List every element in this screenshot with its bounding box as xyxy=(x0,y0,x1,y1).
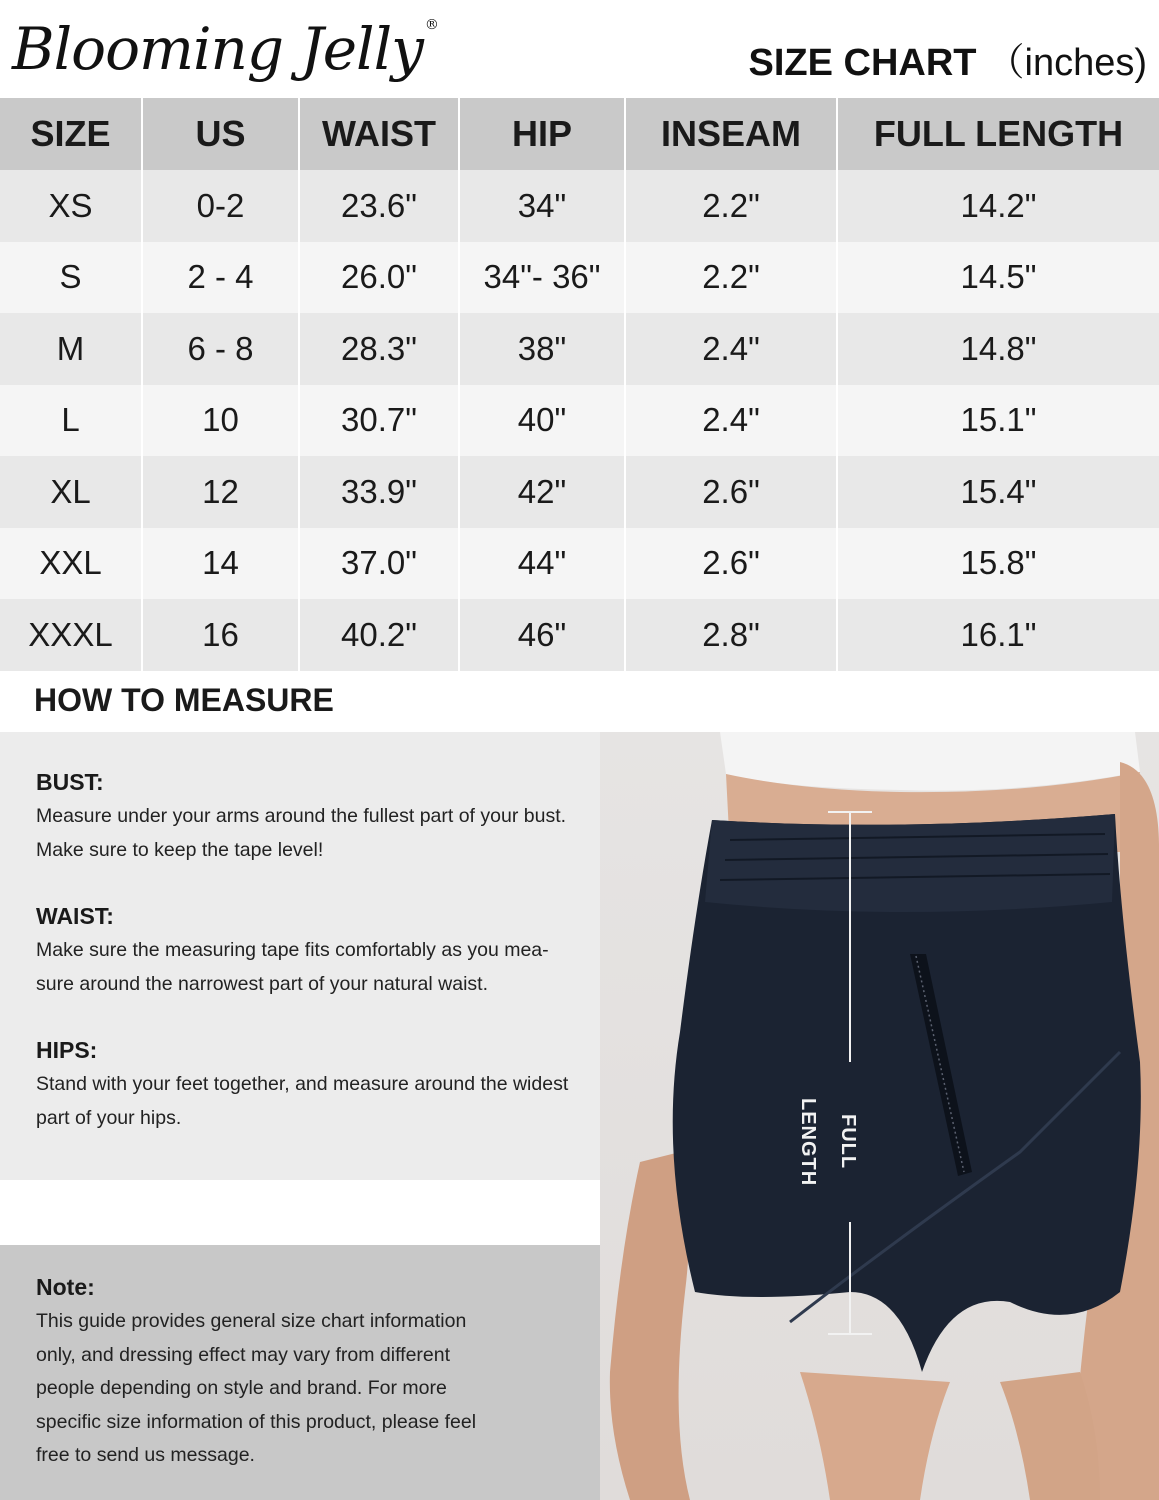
cell-inseam: 2.6" xyxy=(625,528,837,600)
cell-waist: 33.9" xyxy=(299,456,459,528)
table-row xyxy=(0,385,1159,457)
cell-us: 14 xyxy=(142,528,299,600)
waist-section xyxy=(36,900,626,1001)
cell-inseam: 2.8" xyxy=(625,599,837,671)
cell-waist: 23.6" xyxy=(299,170,459,242)
cell-full-length: 15.4" xyxy=(837,456,1159,528)
cell-us: 12 xyxy=(142,456,299,528)
note-heading: Note: xyxy=(36,1274,95,1300)
cell-waist: 37.0" xyxy=(299,528,459,600)
cell-full-length: 14.8" xyxy=(837,313,1159,385)
header-hip: HIP xyxy=(459,98,625,170)
cell-hip: 44" xyxy=(459,528,625,600)
chart-title xyxy=(749,40,1148,86)
cell-size: XS xyxy=(0,170,142,242)
registered-mark: ® xyxy=(424,17,438,33)
table-row xyxy=(0,242,1159,314)
table-row xyxy=(0,456,1159,528)
size-table xyxy=(0,98,1159,671)
hips-section xyxy=(36,1034,626,1135)
hips-line: Stand with your feet together, and measure around the widest xyxy=(36,1073,569,1095)
cell-inseam: 2.4" xyxy=(625,313,837,385)
cell-size: XL xyxy=(0,456,142,528)
cell-us: 0-2 xyxy=(142,170,299,242)
table-row xyxy=(0,599,1159,671)
cell-waist: 30.7" xyxy=(299,385,459,457)
table-row xyxy=(0,313,1159,385)
note-panel xyxy=(0,1245,640,1500)
cell-full-length: 14.5" xyxy=(837,242,1159,314)
note-line: people depending on style and brand. For more xyxy=(36,1377,447,1399)
brand-logo xyxy=(12,4,438,94)
bust-line: Measure under your arms around the fullest part of your bust. xyxy=(36,805,567,827)
hips-text xyxy=(36,1068,626,1135)
cell-hip: 34"- 36" xyxy=(459,242,625,314)
note-text xyxy=(36,1305,626,1473)
cell-full-length: 15.1" xyxy=(837,385,1159,457)
hips-heading: HIPS: xyxy=(36,1037,98,1063)
cell-inseam: 2.2" xyxy=(625,242,837,314)
header-full-length: FULL LENGTH xyxy=(837,98,1159,170)
cell-inseam: 2.2" xyxy=(625,170,837,242)
bust-line: Make sure to keep the tape level! xyxy=(36,838,324,861)
cell-us: 16 xyxy=(142,599,299,671)
brand-name: Blooming Jelly xyxy=(12,15,423,83)
header-inseam: INSEAM xyxy=(625,98,837,170)
cell-hip: 46" xyxy=(459,599,625,671)
waist-heading: WAIST: xyxy=(36,903,114,929)
header-waist: WAIST xyxy=(299,98,459,170)
cell-us: 2 - 4 xyxy=(142,242,299,314)
table-row xyxy=(0,528,1159,600)
cell-waist: 26.0" xyxy=(299,242,459,314)
note-line: free to send us message. xyxy=(36,1444,255,1466)
cell-hip: 40" xyxy=(459,385,625,457)
table-header-row xyxy=(0,98,1159,170)
chart-title-main: SIZE CHART xyxy=(748,42,977,84)
cell-us: 10 xyxy=(142,385,299,457)
cell-waist: 40.2" xyxy=(299,599,459,671)
cell-size: S xyxy=(0,242,142,314)
table-row xyxy=(0,170,1159,242)
chart-title-unit: （inches) xyxy=(986,42,1147,84)
cell-hip: 42" xyxy=(459,456,625,528)
cell-hip: 38" xyxy=(459,313,625,385)
bust-section xyxy=(36,766,626,867)
cell-inseam: 2.6" xyxy=(625,456,837,528)
header-us: US xyxy=(142,98,299,170)
cell-size: XXL xyxy=(0,528,142,600)
note-line: specific size information of this product, please feel xyxy=(36,1410,477,1433)
waist-line: Make sure the measuring tape fits comfortably as you mea- xyxy=(36,939,549,961)
hips-line: part of your hips. xyxy=(36,1106,182,1129)
cell-hip: 34" xyxy=(459,170,625,242)
bust-heading: BUST: xyxy=(36,769,104,795)
measure-instructions-panel xyxy=(0,732,640,1180)
how-to-measure-title: HOW TO MEASURE xyxy=(34,682,334,718)
cell-full-length: 15.8" xyxy=(837,528,1159,600)
cell-full-length: 14.2" xyxy=(837,170,1159,242)
shorts-illustration xyxy=(600,732,1159,1500)
waist-text xyxy=(36,934,626,1001)
waist-line: sure around the narrowest part of your natural waist. xyxy=(36,972,488,995)
cell-us: 6 - 8 xyxy=(142,313,299,385)
cell-inseam: 2.4" xyxy=(625,385,837,457)
full-length-measure-label: FULL LENGTH xyxy=(797,1097,859,1187)
product-photo xyxy=(600,732,1159,1500)
bust-text xyxy=(36,800,626,867)
note-section xyxy=(36,1271,626,1473)
cell-full-length: 16.1" xyxy=(837,599,1159,671)
note-line: This guide provides general size chart information xyxy=(36,1310,467,1332)
note-line: only, and dressing effect may vary from different xyxy=(36,1343,451,1366)
cell-size: M xyxy=(0,313,142,385)
cell-size: L xyxy=(0,385,142,457)
header-size: SIZE xyxy=(0,98,142,170)
cell-waist: 28.3" xyxy=(299,313,459,385)
cell-size: XXXL xyxy=(0,599,142,671)
